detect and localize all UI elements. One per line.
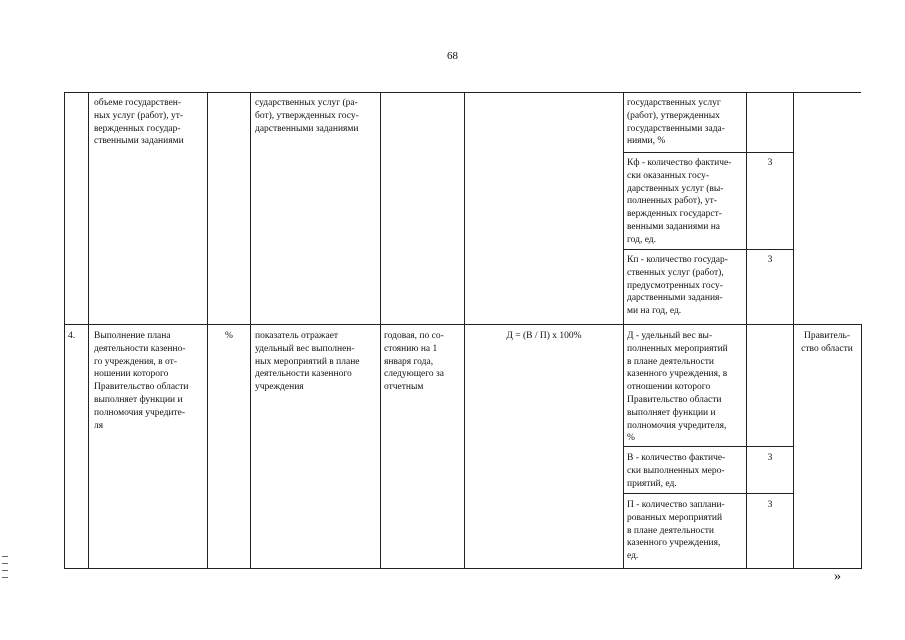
variable-description-cell: Кф - количество фактиче- ски оказанных госу- дарственных услуг (вы- полненных работ), ут- вержденных государст- венными заданиями на год, ед.: [627, 158, 732, 245]
row-divider: [64, 324, 861, 325]
row-divider: [623, 249, 793, 250]
periodicity-cell: годовая, по со- стоянию на 1 января года, следующего за отчетным: [384, 331, 445, 393]
formula-cell: Д = (В / П) х 100%: [506, 331, 582, 341]
col-border: [64, 92, 65, 569]
indicator-definition-cell: показатель отражает удельный вес выполнен- ных мероприятий в плане деятельности казенного учреждения: [255, 331, 360, 393]
variable-description-cell: государственных услуг (работ), утвержденных государственными зада- ниями, %: [627, 98, 725, 147]
col-border: [88, 92, 89, 569]
unit-cell: %: [225, 331, 233, 341]
row-number-cell: 4.: [68, 331, 76, 341]
variable-code-cell: 3: [767, 500, 773, 510]
variable-description-cell: Кп - количество государ- ственных услуг (работ), предусмотренных госу- дарственными задания- ми на год, ед.: [627, 255, 728, 317]
variable-code-cell: 3: [767, 453, 773, 463]
indicator-name-cell: объеме государствен- ных услуг (работ), ут- вержденных государ- ственными заданиями: [94, 98, 184, 147]
indicator-name-cell: Выполнение плана деятельности казенно- го учреждения, в от- ношении которого Правительство области выполняет функции и полномочия учредите- ля: [94, 331, 189, 431]
page-number: 68: [447, 50, 458, 62]
col-border: [623, 92, 624, 569]
row-divider: [623, 446, 793, 447]
row-divider: [623, 152, 793, 153]
table-bottom-border: [64, 568, 861, 569]
col-border: [380, 92, 381, 569]
scan-edge-marks: [2, 556, 8, 584]
variable-description-cell: Д - удельный вес вы- полненных мероприятий в плане деятельности казенного учреждения, в отношении которого Правительство области выполняет функции и полномочия учредителя, %: [627, 331, 728, 444]
variable-description-cell: П - количество заплани- рованных мероприятий в плане деятельности казенного учреждения, ед.: [627, 500, 725, 562]
responsible-cell: Правитель- ство области: [801, 331, 853, 354]
continuation-mark: »: [834, 569, 841, 584]
col-border: [250, 92, 251, 569]
table-top-border: [64, 92, 861, 93]
indicator-definition-cell: сударственных услуг (ра- бот), утвержденных госу- дарственными заданиями: [255, 98, 359, 134]
variable-description-cell: В - количество фактиче- ски выполненных меро- приятий, ед.: [627, 453, 726, 489]
col-border: [861, 324, 862, 569]
row-divider: [623, 493, 793, 494]
variable-code-cell: 3: [767, 255, 773, 265]
variable-code-cell: 3: [767, 158, 773, 168]
